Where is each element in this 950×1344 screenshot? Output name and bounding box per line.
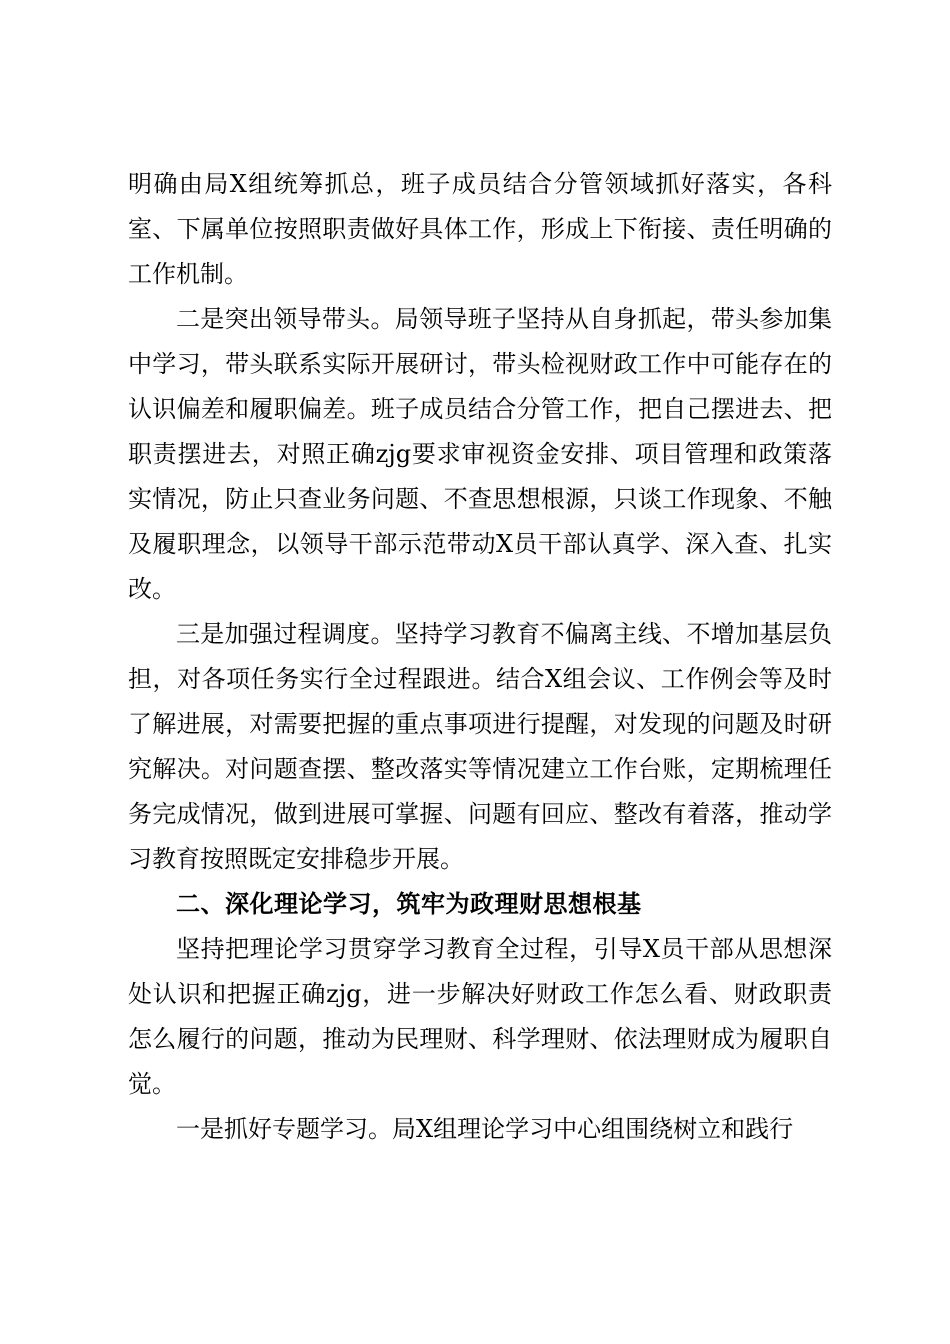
paragraph-process: 三是加强过程调度。坚持学习教育不偏离主线、不增加基层负担，对各项任务实行全过程跟进。结合X组会议、工作例会等及时了解进展，对需要把握的重点事项进行提醒，对发现的问题及时研究解决。对问题查摆、整改落实等情况建立工作台账，定期梳理任务完成情况，做到进展可掌握、问题有回应、整改有着落，推动学习教育按照既定安排稳步开展。 [128,620,832,873]
paragraph-theory: 坚持把理论学习贯穿学习教育全过程，引导X员干部从思想深处认识和把握正确zjg，进一步解决好财政工作怎么看、财政职责怎么履行的问题，推动为民理财、科学理财、依法理财成为履职自觉。 [128,935,832,1098]
paragraph-leadership: 二是突出领导带头。局领导班子坚持从自身抓起，带头参加集中学习，带头联系实际开展研讨，带头检视财政工作中可能存在的认识偏差和履职偏差。班子成员结合分管工作，把自己摆进去、把职责摆进去，对照正确zjg要求审视资金安排、项目管理和政策落实情况，防止只查业务问题、不查思想根源，只谈工作现象、不触及履职理念，以领导干部示范带动X员干部认真学、深入查、扎实改。 [128,305,832,603]
paragraph-continuation: 明确由局X组统筹抓总，班子成员结合分管领域抓好落实，各科室、下属单位按照职责做好具体工作，形成上下衔接、责任明确的工作机制。 [128,170,832,288]
section-heading: 二、深化理论学习，筑牢为政理财思想根基 [176,890,642,918]
document-page [128,162,832,1152]
paragraph-study: 一是抓好专题学习。局X组理论学习中心组围绕树立和践行 [176,1115,794,1143]
